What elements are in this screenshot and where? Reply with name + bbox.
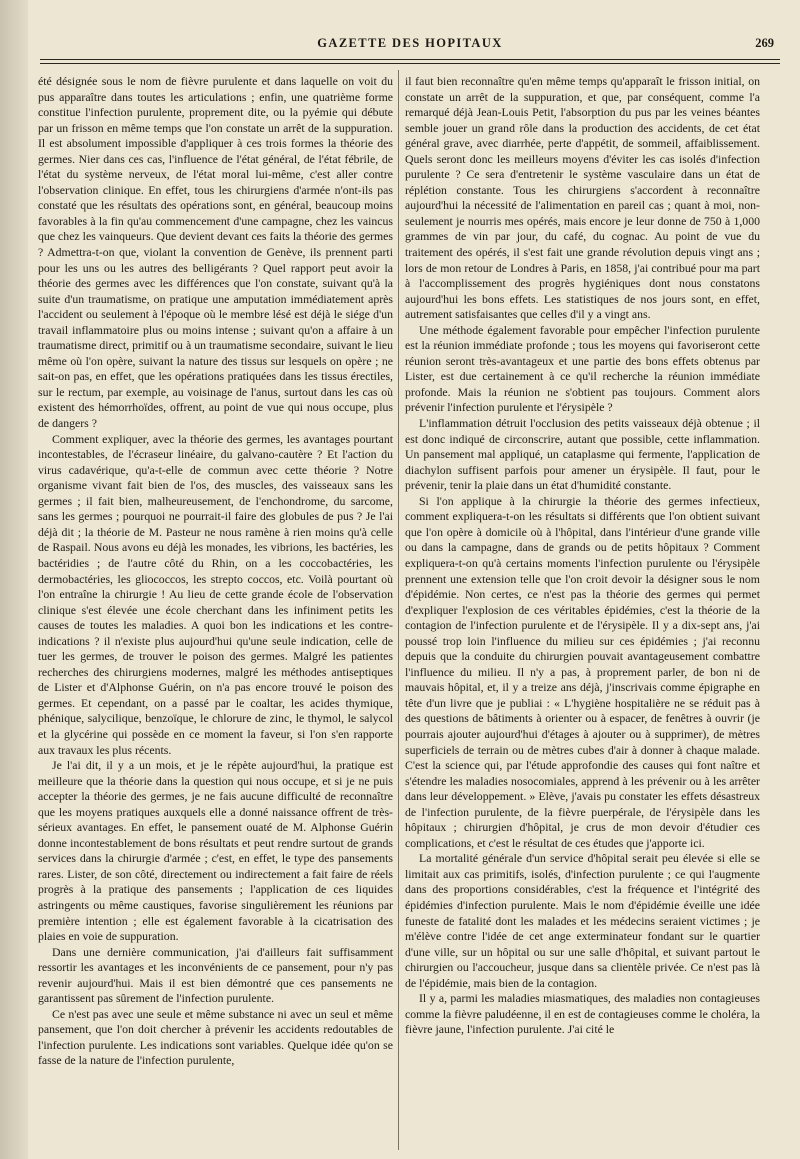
paragraph: il faut bien reconnaître qu'en même temps qu'apparaît le frisson initial, on constate un arrêt de la suppuration, et que, par conséquent, comme l'a remarqué déjà Jean-Louis Petit, l'absorption du pus par les veines béantes semble jouer un grand rôle dans la production des accidents, de cet état général grave, avec diarrhée, perte d'appétit, de sommeil, affaiblissement. Quels seront donc les meilleurs moyens d'éviter les cas isolés d'infection purulente ? Ce sera d'entretenir le système vasculaire dans un état de réplétion constante. Tous les chirurgiens s'accordent à reconnaître aujourd'hui la nécessité de l'alimentation en pareil cas ; quant à moi, non-seulement je nourris mes opérés, mais encore je leur donne de 750 à 1,000 grammes de vin par jour, du café, du cognac. Au point de vue du traitement des opérés, il s'est fait une grande révolution depuis vingt ans ; lors de mon retour de Londres à Paris, en 1858, j'ai contribué pour ma part à l'accomplissement des progrès hygiéniques dont nous constatons aujourd'hui les bons effets. Les statistiques de nos jours sont, en effet, autrement satisfaisantes que celles d'il y a vingt ans. — [405, 74, 760, 322]
paragraph: Comment expliquer, avec la théorie des germes, les avantages pourtant incontestables, de l'écraseur linéaire, du galvano-cautère ? Et l'action du virus cadavérique, qu'a-t-elle de commun avec cette théorie ? Notre organisme vivant fait bien de l'os, des muscles, des vaisseaux sans les germes ; il fait bien, malheureusement, de l'enchondrome, du sarcome, sans les germes ; pourquoi ne pourrait-il faire des globules de pus ? Je l'ai déjà dit ; la théorie de M. Pasteur ne nous ramène à rien moins qu'à celle de Raspail. Nous avons eu déjà les monades, les vibrions, les bactéries, les bactéridies ; de l'autre côté du Rhin, on a les coccobactéries, les dermobactéries, les gliococcos, les strepto coccos, etc. Voilà pourtant où l'on entraîne la chirurgie ! Au lieu de cette grande école de l'observation clinique s'est élevée une école cherchant dans les infiniment petits les causes de toutes les maladies. A quoi bon les indications et les contre-indications ? il n'existe plus aujourd'hui qu'une seule indication, celle de tuer les germes, de trouver le poison des germes. Malgré les patientes recherches des chirurgiens modernes, malgré les méthodes antiseptiques de Lister et d'Alphonse Guérin, on n'a pas encore trouvé le poison des germes. Et cependant, on a passé par le coaltar, les acides thymique, phénique, salycilique, benzoïque, le chlorure de zinc, le thymol, le salycol et la glycérine qui possède en ce moment la faveur, si l'on s'en rapporte aux travaux les plus récents. — [38, 431, 393, 757]
header-rule-thin — [40, 63, 780, 64]
paragraph: L'inflammation détruit l'occlusion des petits vaisseaux déjà obtenue ; il est donc indiqué de circonscrire, autant que possible, cette inflammation. Un pansement mal appliqué, un cataplasme qui fermente, l'application de diachylon suffisent parfois pour amener un érysipèle. Il faut, pour le prévenir, tenir la plaie dans un état d'humidité constante. — [405, 416, 760, 493]
paragraph: Ce n'est pas avec une seule et même substance ni avec un seul et même pansement, que l'on doit chercher à prévenir les accidents redoutables de l'infection purulente. Les indications sont variables. Quelque idée qu'on se fasse de la nature de l'infection purulente, — [38, 1006, 393, 1068]
journal-title: GAZETTE DES HOPITAUX — [317, 36, 503, 50]
paragraph: La mortalité générale d'un service d'hôpital serait peu élevée si elle se limitait aux cas primitifs, isolés, d'infection purulente ; ce qui l'augmente dans des proportions considérables, c'est la fréquence et l'intégrité des épidémies d'infection purulente. Mais le nom d'épidémie éveille une idée funeste de fatalité dont les malades et les médecins seraient victimes ; je m'élève contre l'idée de cet ange exterminateur fondant sur le quartier d'une ville, sur un hôpital ou sur une salle d'hôpital, et suivant partout le chirurgien ou l'accoucheur, jusque dans sa clientèle privée. Ce n'est pas là de l'épidémie, mais bien de la contagion. — [405, 851, 760, 990]
paragraph: Si l'on applique à la chirurgie la théorie des germes infectieux, comment expliquera-t-on les résultats si différents que l'on obtient suivant que l'on opère à domicile où à l'hôpital, dans l'intérieur d'une grande ville ou dans la campagne, dans de grands ou de petits hôpitaux ? Comment expliquera-t-on qu'à certains moments l'infection purulente ou l'érysipèle prennent une extension telle que l'on croit devoir la désigner sous le nom d'épidémie. Non certes, ce n'est pas la théorie des germes qui permet d'expliquer l'explosion de ces véritables épidémies, c'est la théorie de la contagion de l'infection purulente et de l'érysipèle. Il y a dix-sept ans, j'ai poussé trop loin l'influence du milieu sur ces épidémies ; j'ai reconnu depuis que la conduite du chirurgien pouvait avantageusement combattre l'influence du milieu. Il n'y a pas, à proprement parler, de bon ni de mauvais hôpital, et, il y a treize ans déjà, j'inscrivais comme épigraphe en tête d'un livre que je publiai : « L'hygiène hospitalière ne se réduit pas à des questions de bâtiments à orienter ou à espacer, de fenêtres à ouvrir (je pourrais ajouter aujourd'hui d'étages à ajouter ou à supprimer), de mètres superficiels de terrain ou de mètres cubes d'air à donner à chaque malade. C'est la science qui, par l'étude approfondie des causes qui font naître et s'étendre les maladies nosocomiales, apprend à les prévenir ou à les arrêter dans leur développement. » Elève, j'avais pu constater les effets désastreux de l'infection purulente, de la fièvre puerpérale, de l'érysipèle dans les hôpitaux ; chirurgien d'hôpital, je crus de mon devoir d'étudier ces complications, et c'est le résultat de ces études que j'apporte ici. — [405, 493, 760, 850]
column-divider — [398, 70, 399, 1150]
running-head — [40, 36, 780, 56]
paragraph: Je l'ai dit, il y a un mois, et je le répète aujourd'hui, la pratique est meilleure que la théorie dans la question qui nous occupe, et si je ne puis accepter la théorie des germes, je ne fais aucune difficulté de reconnaître que les moyens pratiques auxquels elle a donné naissance offrent de très-sérieux avantages. En effet, le pansement ouaté de M. Alphonse Guérin donne incontestablement de bons résultats et peut rendre surtout de grands services dans la chirurgie d'armée ; c'est, en effet, le type des pansements rares. Lister, de son côté, directement ou indirectement a fait faire de réels progrès à la pratique des pansements ; l'application de ces liquides astringents ou même caustiques, favorise singulièrement les réunions par première intention ; elle est également favorable à la cicatrisation des plaies en voie de suppuration. — [38, 758, 393, 944]
paragraph: Dans une dernière communication, j'ai d'ailleurs fait suffisamment ressortir les avantages et les inconvénients de ce pansement, pour n'y pas revenir aujourd'hui. Mais il est bien démontré que ces pansements ne garantissent pas sûrement de l'infection purulente. — [38, 944, 393, 1006]
paragraph: été désignée sous le nom de fièvre purulente et dans laquelle on voit du pus apparaître dans toutes les articulations ; enfin, une quatrième forme constitue l'infection purulente, proprement dite, ou la pyémie qui débute par un frisson en même temps que l'on constate un arrêt de la suppuration. Il est absolument impossible d'appliquer à ces trois formes la théorie des germes. Nier dans ces cas, l'influence de l'état général, de l'état fébrile, de l'état du système nerveux, de l'état moral lui-même, c'est aller contre l'observation clinique. En effet, tous les chirurgiens d'armée n'ont-ils pas constaté que les résultats des opérations sont, en général, beaucoup moins favorables à la fin qu'au commencement d'une campagne, chez les vaincus que chez les vainqueurs. Que devient devant ces faits la théorie des germes ? Admettra-t-on que, violant la convention de Genève, ils prennent parti pour les uns ou les autres des belligérants ? Quel rapport peut avoir la théorie des germes avec les différences que l'on constate, suivant qu'à la suite d'un traumatisme, on pratique une amputation immédiatement après l'accident ou seulement à l'époque où le membre lésé est déjà le siége d'un travail inflammatoire plus ou moins intense ; suivant qu'on a affaire à un traumatisme direct, primitif ou à un traumatisme secondaire, suivant le lieu même où l'on opère, suivant la nature des tissus sur lesquels on opère ; ne sait-on pas, en effet, que les opérations pratiquées dans les tissus érectiles, sur le rectum, par exemple, au voisinage de l'anus, surtout dans les cas où existent des hémorrhoïdes, offrent, au point de vue qui nous occupe, plus de dangers ? — [38, 74, 393, 431]
page-binding-edge — [0, 0, 28, 1159]
right-column — [405, 74, 760, 1154]
paragraph: Il y a, parmi les maladies miasmatiques, des maladies non contagieuses comme la fièvre paludéenne, il en est de contagieuses comme le choléra, la fièvre jaune, l'infection purulente. J'ai cité le — [405, 991, 760, 1037]
header-rule — [40, 59, 780, 60]
left-column — [38, 74, 393, 1154]
page-number: 269 — [755, 36, 774, 50]
paragraph: Une méthode également favorable pour empêcher l'infection purulente est la réunion immédiate profonde ; tous les moyens qui favoriseront cette réunion seront très-avantageux et une partie des bons effets obtenus par Lister, est due certainement à ce qu'il recherche la réunion immédiate profonde. Mais la réunion ne s'obtient pas toujours. Comment alors prévenir l'infection purulente et l'érysipèle ? — [405, 322, 760, 415]
